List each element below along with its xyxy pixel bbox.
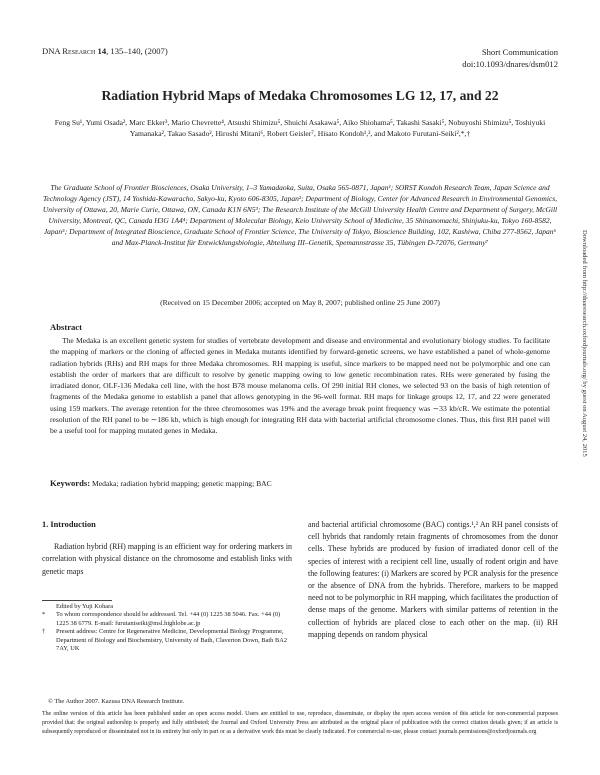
journal-pages: , 135–140, (2007) [106, 46, 168, 56]
article-type: Short Communication [481, 47, 558, 57]
journal-volume: 14 [97, 46, 107, 56]
footnotes [42, 603, 292, 653]
download-sidebar [578, 230, 588, 570]
paper-title: Radiation Hybrid Maps of Medaka Chromosomes LG 12, 17, and 22 [101, 88, 499, 103]
section-heading-introduction: 1. Introduction [42, 520, 96, 529]
dagger-mark: † [42, 628, 46, 636]
copyright-notice: © The Author 2007. Kazusa DNA Research Institute. [48, 698, 185, 705]
article-doi[interactable]: doi:10.1093/dnares/dsm012 [462, 59, 558, 69]
open-access-notice: The online version of this article has been published under an open access model. Users are entitled to use, reproduce, disseminate, or display the open access version of this article for non-commercial purposes provided that: the original authorship is properly and fully attributed; the Journal and Oxford University Press are attributed as the original place of publication with the correct citation details given; if an article is subsequently reproduced or disseminated not in its entirety but only in part or as a derivative work this must be clearly indicated. For commercial re-use, please contact journals.permissions@oxfordjournals.org [42, 711, 558, 735]
footnote-divider [42, 600, 112, 601]
received-dates: (Received on 15 December 2006; accepted on May 8, 2007; published online 25 June 2007) [160, 298, 440, 307]
edited-by: Edited by Yuji Kohara [56, 603, 114, 610]
intro-paragraph: Radiation hybrid (RH) mapping is an efficient way for ordering markers in correlation with physical distance on the chromosome and establish links with genetic maps [42, 542, 292, 576]
author-list: Feng Su¹, Yumi Osada², Marc Ekker³, Mario Chevrette⁴, Atsushi Shimizu⁵, Shuichi Asakawa⁵, Aiko Shiohama⁵, Takashi Sasaki⁵, Nobuyoshi Shimizu⁵, Toshiyuki Yamanaka², Takao Sasado², Hiroshi Mitani⁶, Robert Geisler⁷, Hisato Kondoh¹,², and Makoto Furutani-Seiki²,*,† [54, 118, 546, 138]
keywords-line [50, 478, 550, 488]
right-column [308, 519, 558, 641]
present-address-text: Present address: Centre for Regenerative Medicine, Developmental Biology Programme, Department of Biology and Biochemistry, University of Bath, Claverton Down, Bath BA2 7AY, UK [56, 628, 288, 653]
correspondence-text: To whom correspondence should be addressed. Tel. +44 (0) 1225 38 5046. Fax. +44 (0) 1225 38 6779. E-mail: furutaniseiki@msl.highlobe.ac.jp [56, 611, 281, 627]
left-column [42, 519, 292, 578]
asterisk-mark: * [42, 611, 46, 619]
journal-header [42, 46, 168, 56]
intro-continued-paragraph: and bacterial artificial chromosome (BAC) contigs.¹,² An RH panel consists of cell hybrids that randomly retain fragments of chromosomes from the donor cells. These hybrids are produced by fusion of irradiated donor cell of the species of interest with a recipient cell line, usually of rodent origin and have the following features: (i) Markers are scored by PCR analysis for the presence or the absence of DNA from the hybrids. Therefore, markers to be mapped need not to be polymorphic in RH mapping, which facilitates the production of dense maps of the genome. Markers with similar patterns of retention in the collection of hybrids are placed close to each other on the map. (ii) RH mapping depends on random physical [308, 520, 558, 639]
abstract-heading: Abstract [50, 322, 82, 332]
correspondence-note [42, 611, 292, 628]
present-address-note [42, 628, 292, 653]
keywords-label: Keywords: [50, 478, 91, 488]
abstract-text: The Medaka is an excellent genetic system for studies of vertebrate development and disease and environmental and evolutionary biology studies. To facilitate the mapping of markers or the cloning of affected genes in Medaka mutants identified by forward-genetic screens, we have established a panel of whole-genome radiation hybrids (RHs) and RH maps for three Medaka chromosomes. RH mapping is useful, since markers to be mapped need not be polymorphic and one can establish the order of markers that are difficult to resolve by genetic mapping owing to low genetic recombination rates. RHs were generated by fusing the irradiated donor, OLF-136 Medaka cell line, with the host B78 mouse melanoma cells. Of 290 initial RH clones, we selected 93 on the basis of high retention of fragments of the Medaka genome to establish a panel that allows genotyping in the 96-well format. RH maps for linkage groups 12, 17, and 22 were generated using 159 markers. The average retention for the three chromosomes was 19% and the average break point frequency was ∼33 kb/cR. We estimate the potential resolution of the RH panel to be ∼186 kb, which is high enough for integrating RH data with bacterial artificial chromosome clones. Thus, this first RH panel will be a useful tool for mapping mutated genes in Medaka. [50, 336, 550, 436]
download-note[interactable]: Downloaded from http://dnaresearch.oxfordjournals.org/ by guest on August 24, 2015 [581, 230, 588, 457]
journal-name: DNA Research [42, 46, 96, 56]
keywords-text: Medaka; radiation hybrid mapping; genetic mapping; BAC [92, 479, 272, 488]
article-meta [462, 46, 558, 70]
affiliations: The Graduate School of Frontier Biosciences, Osaka University, 1–3 Yamadaoka, Suita, Osaka 565-0871, Japan¹; SORST Kondoh Research Team, Japan Science and Technology Agency (JST), 14 Yoshida-Kawaracho, Sakyo-ku, Kyoto 606-8305, Japan²; Department of Biology, Center for Advanced Research in Environmental Genomics, University of Ottawa, 20, Marie Curie, Ottawa, ON, Canada K1N 6N5³; The Research Institute of the McGill University Health Centre and Department of Surgery, McGill University, Montreal, QC, Canada H3G 1A4⁴; Department of Molecular Biology, Keio University School of Medicine, 35 Shinanomachi, Shinjuku-ku, Tokyo 160-8582, Japan⁵; Department of Integrated Bioscience, Graduate School of Frontier Science, The University of Tokyo, Bioscience Building, 102, Kashiwa, Chiba 277-8562, Japan⁶ and Max-Planck-Institut für Entwicklungsbiologie, Abteilung III–Genetik, Spemannstrasse 35, Tübingen D-72076, Germany⁷ [42, 183, 558, 247]
